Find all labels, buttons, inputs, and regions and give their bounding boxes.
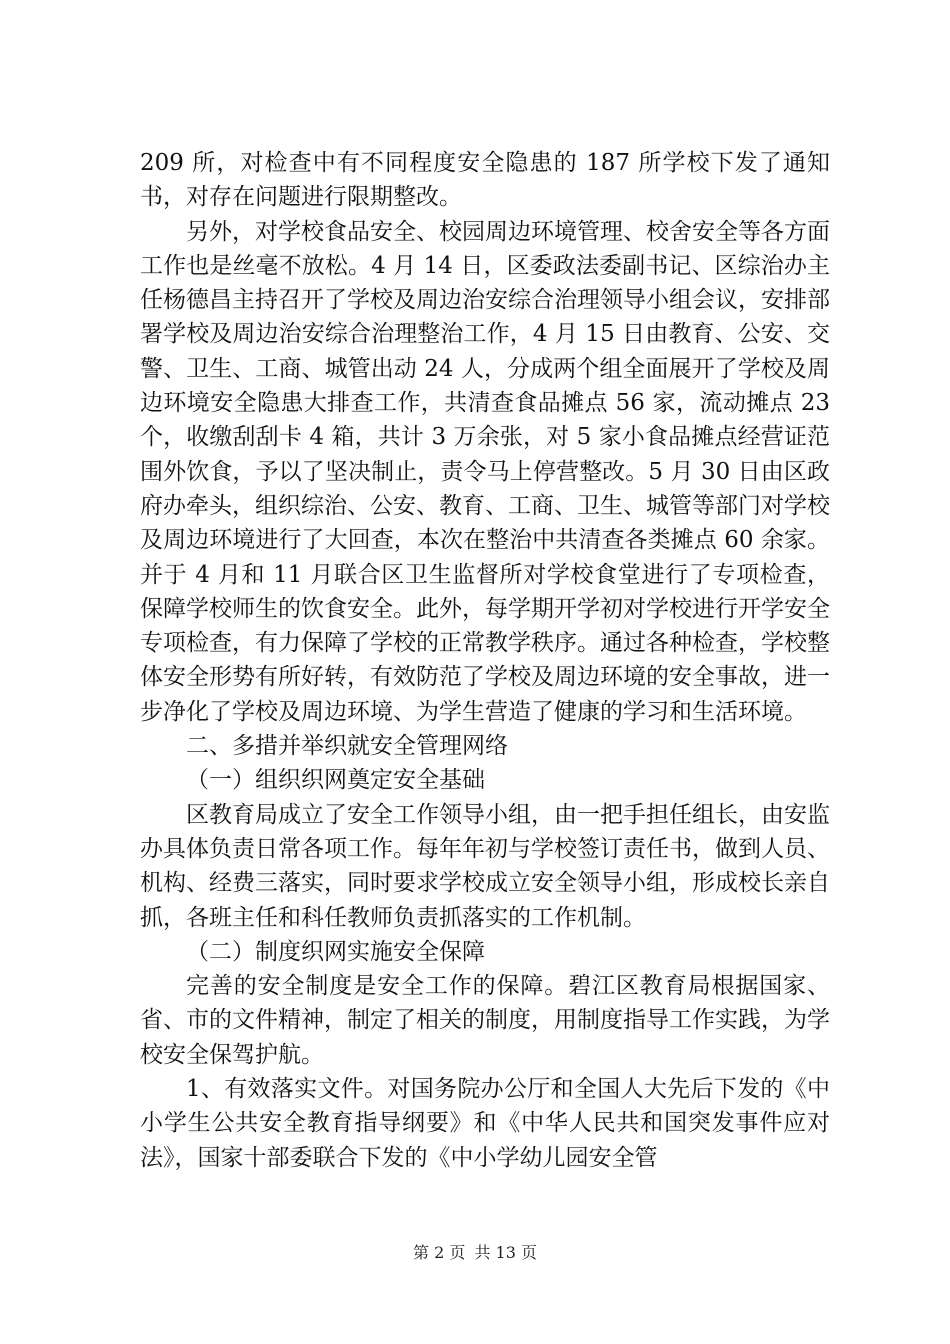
page-total: 共 13 页 (474, 1243, 537, 1262)
paragraph-documents: 1、有效落实文件。对国务院办公厅和全国人大先后下发的《中小学生公共安全教育指导纲要》和《中华人民共和国突发事件应对法》，国家十部委联合下发的《中小学幼儿园安全管 (140, 1076, 830, 1171)
document-body (140, 146, 830, 1175)
subsection-heading-1: （一）组织织网奠定安全基础 (186, 767, 485, 794)
paragraph-continuation: 209 所，对检查中有不同程度安全隐患的 187 所学校下发了通知书，对存在问题进行限期整改。 (140, 150, 830, 211)
subsection-heading-2: （二）制度织网实施安全保障 (186, 938, 485, 965)
paragraph-food-safety: 另外，对学校食品安全、校园周边环境管理、校舍安全等各方面工作也是丝毫不放松。4 月 14 日，区委政法委副书记、区综治办主任杨德昌主持召开了学校及周边治安综合治理领导小组会议，安排部署学校及周边治安综合治理整治工作，4 月 15 日由教育、公安、交警、卫生、工商、城管出动 24 人，分成两个组全面展开了学校及周边环境安全隐患大排查工作，共清查食品摊点 56 家，流动摊点 23 个，收缴刮刮卡 4 箱，共计 3 万余张，对 5 家小食品摊点经营证范围外饮食，予以了坚决制止，责令马上停营整改。5 月 30 日由区政府办牵头，组织综治、公安、教育、工商、卫生、城管等部门对学校及周边环境进行了大回查，本次在整治中共清查各类摊点 60 余家。并于 4 月和 11 月联合区卫生监督所对学校食堂进行了专项检查，保障学校师生的饮食安全。此外，每学期开学初对学校进行开学安全专项检查，有力保障了学校的正常教学秩序。通过各种检查，学校整体安全形势有所好转，有效防范了学校及周边环境的安全事故，进一步净化了学校及周边环境、为学生营造了健康的学习和生活环境。 (140, 218, 830, 725)
paragraph-organization: 区教育局成立了安全工作领导小组，由一把手担任组长，由安监办具体负责日常各项工作。每年年初与学校签订责任书，做到人员、机构、经费三落实，同时要求学校成立安全领导小组，形成校长亲自抓，各班主任和科任教师负责抓落实的工作机制。 (140, 801, 830, 931)
paragraph-system: 完善的安全制度是安全工作的保障。碧江区教育局根据国家、省、市的文件精神，制定了相关的制度，用制度指导工作实践，为学校安全保驾护航。 (140, 973, 830, 1068)
page-number: 第 2 页 (413, 1243, 466, 1262)
page-footer (0, 1240, 950, 1263)
section-heading-2: 二、多措并举织就安全管理网络 (186, 733, 508, 760)
